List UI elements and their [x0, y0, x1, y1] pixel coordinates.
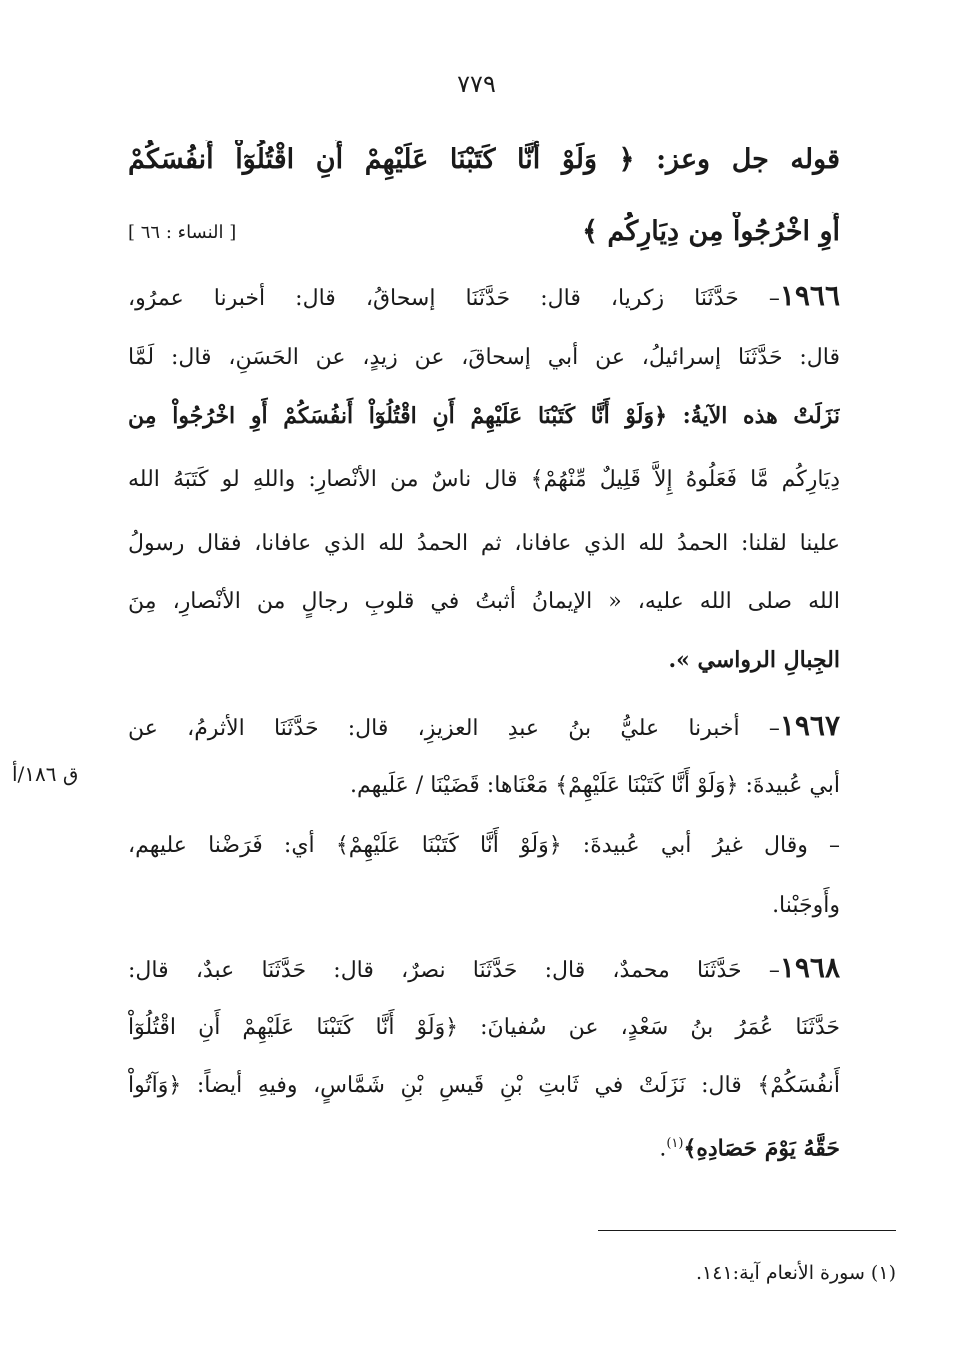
- hadith-number: ١٩٦٦: [779, 279, 840, 312]
- footnote-marker: (١): [666, 1136, 684, 1151]
- hadith-1967-line-1: [128, 706, 840, 750]
- period: .: [659, 1136, 667, 1162]
- hadith-text: – حَدَّثَنَا زكريا، قال: حَدَّثَنَا إسحاقُ، قال: أخبرنا عمرُو،: [128, 286, 780, 311]
- hadith-1966-line-2: قال: حَدَّثَنَا إسرائيلُ، عن أبي إسحاقَ، عن زيدٍ، عن الحَسَنِ، قال: لَمَّا: [128, 345, 840, 370]
- footnote-divider: [598, 1230, 896, 1231]
- hadith-1966-line-4: دِيَارِكُم مَّا فَعَلُوهُ إِلاَّ قَلِيلٌ مِّنْهُمْ﴾ قال ناسٌ من الأنْصارِ: واللهِ لو كَتَبَهُ الله: [128, 467, 840, 492]
- hadith-1968-line-2: حَدَّثَنَا عُمَرُ بنُ سَعْدٍ، عن سُفيانَ: ﴿وَلَوْ أَنَّا كَتَبْنَا عَلَيْهِمْ أَنِ اقْتُلُوٓاْ: [128, 1015, 840, 1040]
- hadith-1968-line-4: [128, 1124, 840, 1168]
- footnote: (١) سورة الأنعام آية:١٤١.: [696, 1262, 896, 1284]
- hadith-number: ١٩٦٧: [779, 709, 840, 742]
- hadith-1966-line-5: علينا لقلنا: الحمدُ لله الذي عافانا، ثم الحمدُ لله الذي عافانا، فقال رسولُ: [128, 531, 840, 556]
- page-number: ٧٧٩: [457, 70, 496, 98]
- hadith-1967-line-3: – وقال غيرُ أبي عُبيدةَ: ﴿وَلَوْ أَنَّا كَتَبْنَا عَلَيْهِمْ﴾ أي: فَرَضْنا عليهم،: [128, 833, 840, 858]
- hadith-text: – حَدَّثَنَا محمدٌ، قال: حَدَّثَنَا نصرٌ، قال: حَدَّثَنَا عبدٌ، قال:: [128, 958, 780, 983]
- hadith-number: ١٩٦٨: [779, 951, 840, 984]
- hadith-1968-line-1: [128, 948, 840, 992]
- hadith-1968-line-3: أَنفُسَكُمْ﴾ قال: نَزَلَتْ في ثَابتِ بْنِ قَيسِ بْنِ شَمَّاسٍ، وفيهِ أيضاً: ﴿وَآتُواْ: [128, 1073, 840, 1098]
- hadith-text: – أخبرنا عليُّ بنُ عبدِ العزيزِ، قال: حَدَّثَنَا الأثرمُ، عن: [128, 716, 780, 741]
- hadith-1967-line-2: أبي عُبيدةَ: ﴿وَلَوْ أَنَّا كَتَبْنَا عَلَيْهِمْ﴾ مَعْنَاها: قَضَيْنَا / عَلَيهم.: [349, 773, 840, 798]
- verse-heading-line-1: قوله جل وعز: ﴿ وَلَوْ أَنَّا كَتَبْنَا عَلَيْهِمْ أَنِ اقْتُلُوٓاْ أَنفُسَكُمْ: [128, 144, 840, 175]
- hadith-1966-line-1: [128, 276, 840, 320]
- verse-citation: [ النساء : ٦٦ ]: [128, 222, 237, 243]
- hadith-1967-line-4: وأَوجَبْنا.: [772, 893, 840, 918]
- hadith-1966-line-6: الله صلى الله عليه، « الإيمانُ أثبتُ في قلوبِ رجالٍ من الأنْصارِ، مِنَ: [128, 589, 840, 614]
- hadith-1966-line-3: نَزَلَتْ هذه الآيةُ: ﴿وَلَوْ أَنَّا كَتَبْنَا عَلَيْهِمْ أَنِ اقْتُلُوٓاْ أَنفُسَكُمْ أَوِ اخْرُجُواْ مِن: [128, 403, 840, 429]
- verse-heading-line-2: أَوِ اخْرُجُواْ مِن دِيَارِكُم ﴾: [582, 216, 840, 247]
- verse-fragment: حَقَّهُ يَوْمَ حَصَادِهِ﴾: [683, 1135, 840, 1162]
- manuscript-margin-note: ق ١٨٦/أ: [12, 762, 79, 786]
- hadith-1966-line-7: الجِبالِ الرواسي ».: [668, 647, 840, 673]
